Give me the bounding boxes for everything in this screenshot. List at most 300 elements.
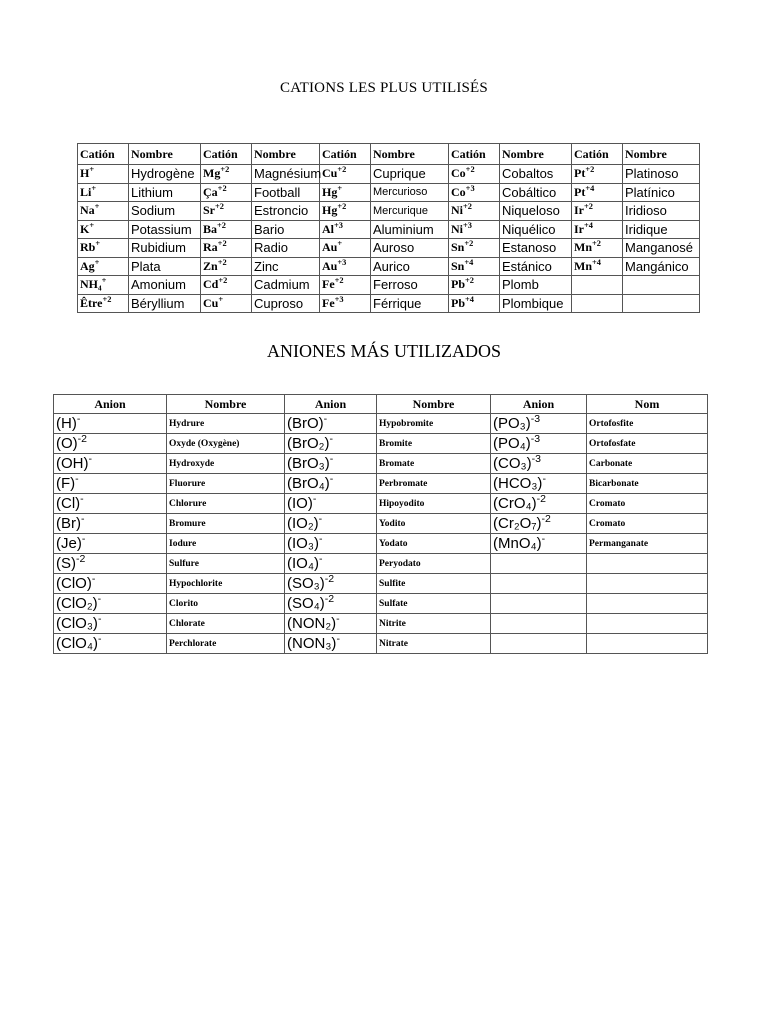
anion-symbol — [285, 554, 377, 574]
cation-symbol-formula: Zn — [203, 258, 218, 273]
anion-symbol — [54, 534, 167, 554]
cation-row — [78, 257, 700, 276]
anion-symbol — [285, 454, 377, 474]
anions-header-cell: Nom — [587, 395, 708, 414]
cation-symbol — [78, 276, 129, 295]
anion-symbol-charge: -3 — [530, 433, 541, 445]
anion-symbol-charge: - — [97, 593, 102, 605]
cation-symbol-formula: Pt — [574, 184, 586, 199]
cation-symbol — [78, 183, 129, 202]
cation-symbol-formula: Mg — [203, 166, 221, 181]
cation-symbol — [201, 202, 252, 221]
cation-name: Mercurique — [371, 202, 449, 221]
anion-name: Perbromate — [377, 474, 491, 494]
cation-symbol — [449, 183, 500, 202]
cation-symbol-charge: +2 — [218, 276, 228, 286]
cation-symbol-formula: H — [80, 166, 90, 181]
cation-row — [78, 220, 700, 239]
cation-symbol-charge: +4 — [465, 294, 474, 304]
cation-symbol — [572, 294, 623, 313]
anion-symbol — [285, 434, 377, 454]
cation-symbol — [572, 239, 623, 258]
anion-row — [54, 434, 708, 454]
anions-header-cell: Nombre — [377, 395, 491, 414]
cation-symbol-formula: Être — [80, 295, 103, 310]
cation-symbol-charge: +2 — [337, 202, 347, 212]
anion-name: Peryodato — [377, 554, 491, 574]
anion-symbol-formula: (Je) — [56, 535, 82, 552]
anion-symbol — [285, 494, 377, 514]
cation-name — [623, 294, 700, 313]
cation-symbol — [201, 165, 252, 184]
anion-symbol-formula: (Br) — [56, 515, 81, 532]
cation-name: Plomb — [500, 276, 572, 295]
cation-symbol — [201, 183, 252, 202]
anion-name — [587, 554, 708, 574]
cation-name: Amonium — [129, 276, 201, 295]
cation-symbol-charge: + — [91, 183, 97, 193]
anion-name: Oxyde (Oxygène) — [167, 434, 285, 454]
anion-symbol — [285, 534, 377, 554]
cation-name: Magnésium — [252, 165, 320, 184]
cation-symbol-formula: Ba — [203, 221, 218, 236]
cation-symbol-charge: + — [337, 239, 343, 249]
cation-symbol — [78, 202, 129, 221]
anion-row — [54, 414, 708, 434]
cation-symbol — [78, 220, 129, 239]
cations-header-cell: Catión — [78, 144, 129, 165]
anion-symbol-formula: (Cl) — [56, 495, 81, 512]
cation-symbol — [201, 294, 252, 313]
anion-symbol — [285, 414, 377, 434]
anion-symbol-charge: - — [88, 453, 92, 465]
cation-symbol — [320, 276, 371, 295]
anion-symbol-formula: (PO₃) — [493, 415, 531, 432]
cation-name: Radio — [252, 239, 320, 258]
cation-symbol-formula: Sn — [451, 240, 465, 255]
cation-symbol-charge: + — [95, 239, 101, 249]
cation-symbol-formula: Ni — [451, 221, 463, 236]
cation-row — [78, 165, 700, 184]
anion-name: Nitrite — [377, 614, 491, 634]
anion-symbol — [491, 594, 587, 614]
anion-symbol-charge: - — [542, 473, 546, 485]
anion-symbol-charge: - — [75, 473, 79, 485]
cation-symbol-charge: +4 — [585, 183, 595, 193]
cation-symbol-formula: Hg — [322, 203, 338, 218]
cation-symbol — [320, 294, 371, 313]
cation-symbol-charge: +2 — [584, 202, 593, 212]
cation-symbol-charge: + — [89, 220, 95, 230]
cations-header-cell: Nombre — [623, 144, 700, 165]
cation-name: Plombique — [500, 294, 572, 313]
anion-name: Bicarbonate — [587, 474, 708, 494]
anion-symbol — [491, 574, 587, 594]
cation-symbol-formula: Cd — [203, 277, 219, 292]
anion-name: Sulfite — [377, 574, 491, 594]
cation-symbol-formula: Sn — [451, 258, 465, 273]
cation-symbol-charge: +2 — [464, 239, 474, 249]
anion-symbol-formula: (S) — [56, 555, 76, 572]
cations-header-cell: Catión — [449, 144, 500, 165]
cation-name: Estanoso — [500, 239, 572, 258]
anion-symbol — [54, 414, 167, 434]
anion-symbol-charge: - — [318, 553, 323, 565]
cation-symbol-charge: +2 — [217, 183, 227, 193]
cation-row — [78, 276, 700, 295]
anion-symbol — [54, 614, 167, 634]
anion-name: Sulfure — [167, 554, 285, 574]
cation-symbol — [201, 239, 252, 258]
anion-symbol-formula: (CrO₄) — [493, 495, 537, 512]
anion-symbol — [491, 634, 587, 654]
anion-name: Yodito — [377, 514, 491, 534]
anion-symbol-charge: -2 — [536, 493, 546, 505]
anion-symbol-formula: (ClO) — [56, 575, 92, 592]
anion-symbol — [491, 494, 587, 514]
cation-symbol — [320, 183, 371, 202]
cation-name: Ferroso — [371, 276, 449, 295]
anion-symbol-charge: - — [329, 433, 333, 445]
cation-symbol-formula: NH₄ — [80, 277, 102, 292]
cation-name: Cuprique — [371, 165, 449, 184]
cation-name — [623, 276, 700, 295]
anion-symbol — [54, 594, 167, 614]
anion-symbol-formula: (ClO₄) — [56, 635, 98, 652]
anion-name: Fluorure — [167, 474, 285, 494]
anion-symbol — [285, 614, 377, 634]
anion-name: Hypobromite — [377, 414, 491, 434]
anion-name: Yodato — [377, 534, 491, 554]
anion-symbol-formula: (MnO₄) — [493, 535, 542, 552]
anion-symbol-formula: (NON₃) — [287, 635, 337, 652]
cations-header-cell: Catión — [201, 144, 252, 165]
cation-name: Zinc — [252, 257, 320, 276]
anion-name: Carbonate — [587, 454, 708, 474]
cation-symbol-formula: Li — [80, 184, 92, 199]
cation-row — [78, 294, 700, 313]
cation-symbol-formula: Al — [322, 221, 334, 236]
anion-symbol-charge: - — [323, 413, 328, 425]
cations-header-cell: Nombre — [129, 144, 201, 165]
anion-symbol — [54, 554, 167, 574]
cation-name: Béryllium — [129, 294, 201, 313]
anion-name: Ortofosfite — [587, 414, 708, 434]
anion-symbol-charge: - — [329, 473, 334, 485]
anion-symbol — [285, 574, 377, 594]
cations-header-cell: Catión — [572, 144, 623, 165]
cation-symbol — [320, 165, 371, 184]
cation-symbol-formula: Ça — [203, 184, 218, 199]
anion-symbol — [491, 514, 587, 534]
anion-name — [587, 574, 708, 594]
anion-symbol-formula: (BrO₄) — [287, 475, 330, 492]
cation-symbol-formula: Co — [451, 184, 466, 199]
cation-symbol-charge: +2 — [334, 276, 344, 286]
cations-header-row — [78, 144, 700, 165]
anions-title: ANIONES MÁS UTILIZADOS — [267, 341, 501, 361]
cation-symbol-charge: +2 — [217, 257, 227, 267]
anion-symbol-charge: - — [329, 453, 334, 465]
anions-header-row — [54, 395, 708, 414]
cation-name: Manganosé — [623, 239, 700, 258]
cation-symbol-formula: Mn — [574, 258, 592, 273]
anion-symbol-charge: - — [81, 533, 86, 545]
cations-header-cell: Catión — [320, 144, 371, 165]
cation-symbol-charge: +3 — [465, 183, 475, 193]
anion-symbol — [285, 474, 377, 494]
anion-symbol — [54, 514, 167, 534]
cation-symbol-formula: Rb — [80, 240, 96, 255]
anion-name: Bromate — [377, 454, 491, 474]
cation-name: Potassium — [129, 220, 201, 239]
cation-name: Iridique — [623, 220, 700, 239]
anion-name — [587, 634, 708, 654]
cation-symbol-charge: + — [218, 294, 224, 304]
anion-row — [54, 534, 708, 554]
anion-name: Clorito — [167, 594, 285, 614]
anion-symbol-formula: (ClO₃) — [56, 615, 98, 632]
anion-name: Bromite — [377, 434, 491, 454]
cation-symbol — [201, 257, 252, 276]
anion-symbol-formula: (BrO₃) — [287, 455, 330, 472]
anion-name: Chlorure — [167, 494, 285, 514]
cation-symbol-formula: Au — [322, 240, 338, 255]
anion-symbol-charge: - — [336, 613, 340, 625]
cation-symbol-charge: +2 — [463, 202, 472, 212]
anion-symbol — [285, 594, 377, 614]
cation-name: Niquélico — [500, 220, 572, 239]
anion-symbol-formula: (HCO₃) — [493, 475, 543, 492]
anions-header-cell: Anion — [285, 395, 377, 414]
cation-name: Platínico — [623, 183, 700, 202]
anion-symbol — [491, 534, 587, 554]
cation-symbol-formula: Mn — [574, 240, 592, 255]
cation-symbol — [572, 220, 623, 239]
cation-name: Plata — [129, 257, 201, 276]
cation-symbol-formula: Hg — [322, 184, 338, 199]
cation-symbol-charge: +2 — [465, 276, 474, 286]
anion-symbol-charge: -2 — [541, 513, 551, 525]
cation-name: Bario — [252, 220, 320, 239]
anions-header-cell: Anion — [54, 395, 167, 414]
cation-name: Cobaltos — [500, 165, 572, 184]
anion-symbol-formula: (IO₂) — [287, 515, 319, 532]
anion-symbol — [54, 434, 167, 454]
anion-symbol — [54, 634, 167, 654]
anion-symbol-charge: - — [336, 633, 340, 645]
anion-row — [54, 634, 708, 654]
cation-symbol-charge: + — [89, 165, 95, 175]
cation-symbol — [78, 257, 129, 276]
cation-symbol — [78, 165, 129, 184]
cation-symbol — [572, 183, 623, 202]
anion-name: Ortofosfate — [587, 434, 708, 454]
cation-symbol-charge: +3 — [463, 220, 472, 230]
cation-symbol-charge: + — [94, 202, 100, 212]
cation-symbol — [449, 239, 500, 258]
anion-symbol-charge: - — [76, 413, 81, 425]
anion-symbol-charge: - — [81, 513, 85, 525]
cation-name: Cadmium — [252, 276, 320, 295]
anion-symbol — [54, 454, 167, 474]
cation-name: Estánico — [500, 257, 572, 276]
cation-row — [78, 183, 700, 202]
anions-header-cell: Nombre — [167, 395, 285, 414]
cation-symbol — [201, 220, 252, 239]
cation-name: Iridioso — [623, 202, 700, 221]
anion-symbol-charge: - — [91, 573, 96, 585]
cation-symbol-formula: Au — [322, 258, 338, 273]
anion-symbol-charge: - — [312, 493, 317, 505]
anion-name — [587, 594, 708, 614]
anion-symbol-charge: - — [318, 513, 323, 525]
cation-symbol-formula: Ir — [574, 221, 584, 236]
anion-name: Cromato — [587, 514, 708, 534]
anion-name: Cromato — [587, 494, 708, 514]
anion-symbol-formula: (O) — [56, 435, 78, 452]
anion-symbol-formula: (H) — [56, 415, 77, 432]
cation-symbol — [78, 294, 129, 313]
anion-name: Iodure — [167, 534, 285, 554]
cation-symbol-formula: Cu — [322, 166, 338, 181]
cation-symbol — [572, 165, 623, 184]
anion-symbol-charge: - — [97, 613, 102, 625]
cation-symbol-formula: Ni — [451, 203, 463, 218]
anion-symbol-charge: -2 — [76, 553, 86, 565]
cation-symbol-charge: +2 — [337, 165, 347, 175]
cation-symbol-charge: +2 — [592, 239, 601, 249]
cation-symbol-charge: +2 — [102, 294, 112, 304]
anion-symbol — [54, 494, 167, 514]
cation-symbol-charge: +3 — [337, 257, 347, 267]
cation-symbol-formula: Cu — [203, 295, 219, 310]
cation-symbol — [449, 220, 500, 239]
anion-name: Hypochlorite — [167, 574, 285, 594]
anion-row — [54, 574, 708, 594]
cation-name: Aurico — [371, 257, 449, 276]
anion-symbol-formula: (F) — [56, 475, 76, 492]
anion-symbol-formula: (BrO) — [287, 415, 324, 432]
cation-symbol-charge: +2 — [217, 220, 226, 230]
cation-symbol-formula: Na — [80, 203, 95, 218]
cation-symbol — [320, 239, 371, 258]
anion-symbol — [285, 514, 377, 534]
cation-symbol — [320, 220, 371, 239]
cation-symbol — [449, 276, 500, 295]
anion-symbol-charge: - — [80, 493, 84, 505]
cation-symbol-charge: + — [101, 276, 107, 286]
cations-title: CATIONS LES PLUS UTILISÉS — [280, 80, 488, 96]
anion-symbol-formula: (OH) — [56, 455, 89, 472]
cation-symbol-formula: Pt — [574, 166, 586, 181]
cation-name: Férrique — [371, 294, 449, 313]
anions-table — [53, 394, 708, 654]
cation-name: Mercurioso — [371, 183, 449, 202]
anion-name: Perchlorate — [167, 634, 285, 654]
cation-name: Football — [252, 183, 320, 202]
anion-symbol-charge: -3 — [530, 413, 541, 425]
cation-symbol-charge: + — [337, 183, 343, 193]
cation-symbol — [449, 202, 500, 221]
cation-symbol-formula: Fe — [322, 295, 335, 310]
cation-symbol-charge: +4 — [584, 220, 593, 230]
cation-symbol-charge: + — [94, 257, 100, 267]
anion-name: Hydrure — [167, 414, 285, 434]
anion-row — [54, 474, 708, 494]
anion-symbol — [54, 574, 167, 594]
cation-symbol — [78, 239, 129, 258]
cation-symbol — [572, 257, 623, 276]
cation-row — [78, 239, 700, 258]
anion-name: Chlorate — [167, 614, 285, 634]
anion-name: Bromure — [167, 514, 285, 534]
cation-name: Platinoso — [623, 165, 700, 184]
cation-symbol-formula: Co — [451, 166, 466, 181]
anion-symbol — [491, 414, 587, 434]
anion-symbol-charge: -2 — [324, 593, 335, 605]
anion-name: Hydroxyde — [167, 454, 285, 474]
anion-symbol-formula: (Cr₂O₇) — [493, 515, 542, 532]
cation-symbol-charge: +2 — [215, 202, 224, 212]
anion-row — [54, 614, 708, 634]
cations-header-cell: Nombre — [252, 144, 320, 165]
cation-name: Sodium — [129, 202, 201, 221]
anion-symbol-formula: (BrO₂) — [287, 435, 330, 452]
anion-symbol — [285, 634, 377, 654]
anion-name: Sulfate — [377, 594, 491, 614]
anions-header-cell: Anion — [491, 395, 587, 414]
anion-symbol-charge: -2 — [324, 573, 335, 585]
anion-symbol-formula: (IO) — [287, 495, 313, 512]
anion-name: Nitrate — [377, 634, 491, 654]
cation-symbol-charge: +3 — [334, 294, 344, 304]
cation-symbol-charge: +4 — [592, 257, 601, 267]
anion-row — [54, 594, 708, 614]
anion-symbol-formula: (ClO₂) — [56, 595, 98, 612]
cation-symbol-charge: +2 — [220, 165, 230, 175]
anion-row — [54, 454, 708, 474]
cation-symbol-charge: +2 — [585, 165, 595, 175]
anion-symbol-charge: - — [97, 633, 102, 645]
anion-symbol-formula: (IO₃) — [287, 535, 319, 552]
anion-symbol-charge: - — [318, 533, 323, 545]
cation-symbol — [572, 276, 623, 295]
cation-row — [78, 202, 700, 221]
cations-header-cell: Nombre — [371, 144, 449, 165]
cation-symbol-formula: Pb — [451, 295, 466, 310]
cation-symbol-formula: Ra — [203, 240, 218, 255]
anion-symbol-formula: (PO₄) — [493, 435, 531, 452]
anion-symbol-charge: -2 — [77, 433, 88, 445]
anion-name: Hipoyodito — [377, 494, 491, 514]
anion-symbol-formula: (SO₃) — [287, 575, 325, 592]
cation-symbol — [572, 202, 623, 221]
cation-name: Estroncio — [252, 202, 320, 221]
cation-symbol — [449, 257, 500, 276]
cation-symbol-formula: Ir — [574, 203, 584, 218]
cation-name: Cobáltico — [500, 183, 572, 202]
cation-symbol — [320, 202, 371, 221]
cation-name: Lithium — [129, 183, 201, 202]
anion-symbol — [491, 614, 587, 634]
anion-row — [54, 494, 708, 514]
cation-symbol-charge: +2 — [217, 239, 227, 249]
anion-symbol-formula: (NON₂) — [287, 615, 337, 632]
cation-symbol-charge: +4 — [464, 257, 474, 267]
cation-name: Auroso — [371, 239, 449, 258]
anion-symbol — [491, 434, 587, 454]
